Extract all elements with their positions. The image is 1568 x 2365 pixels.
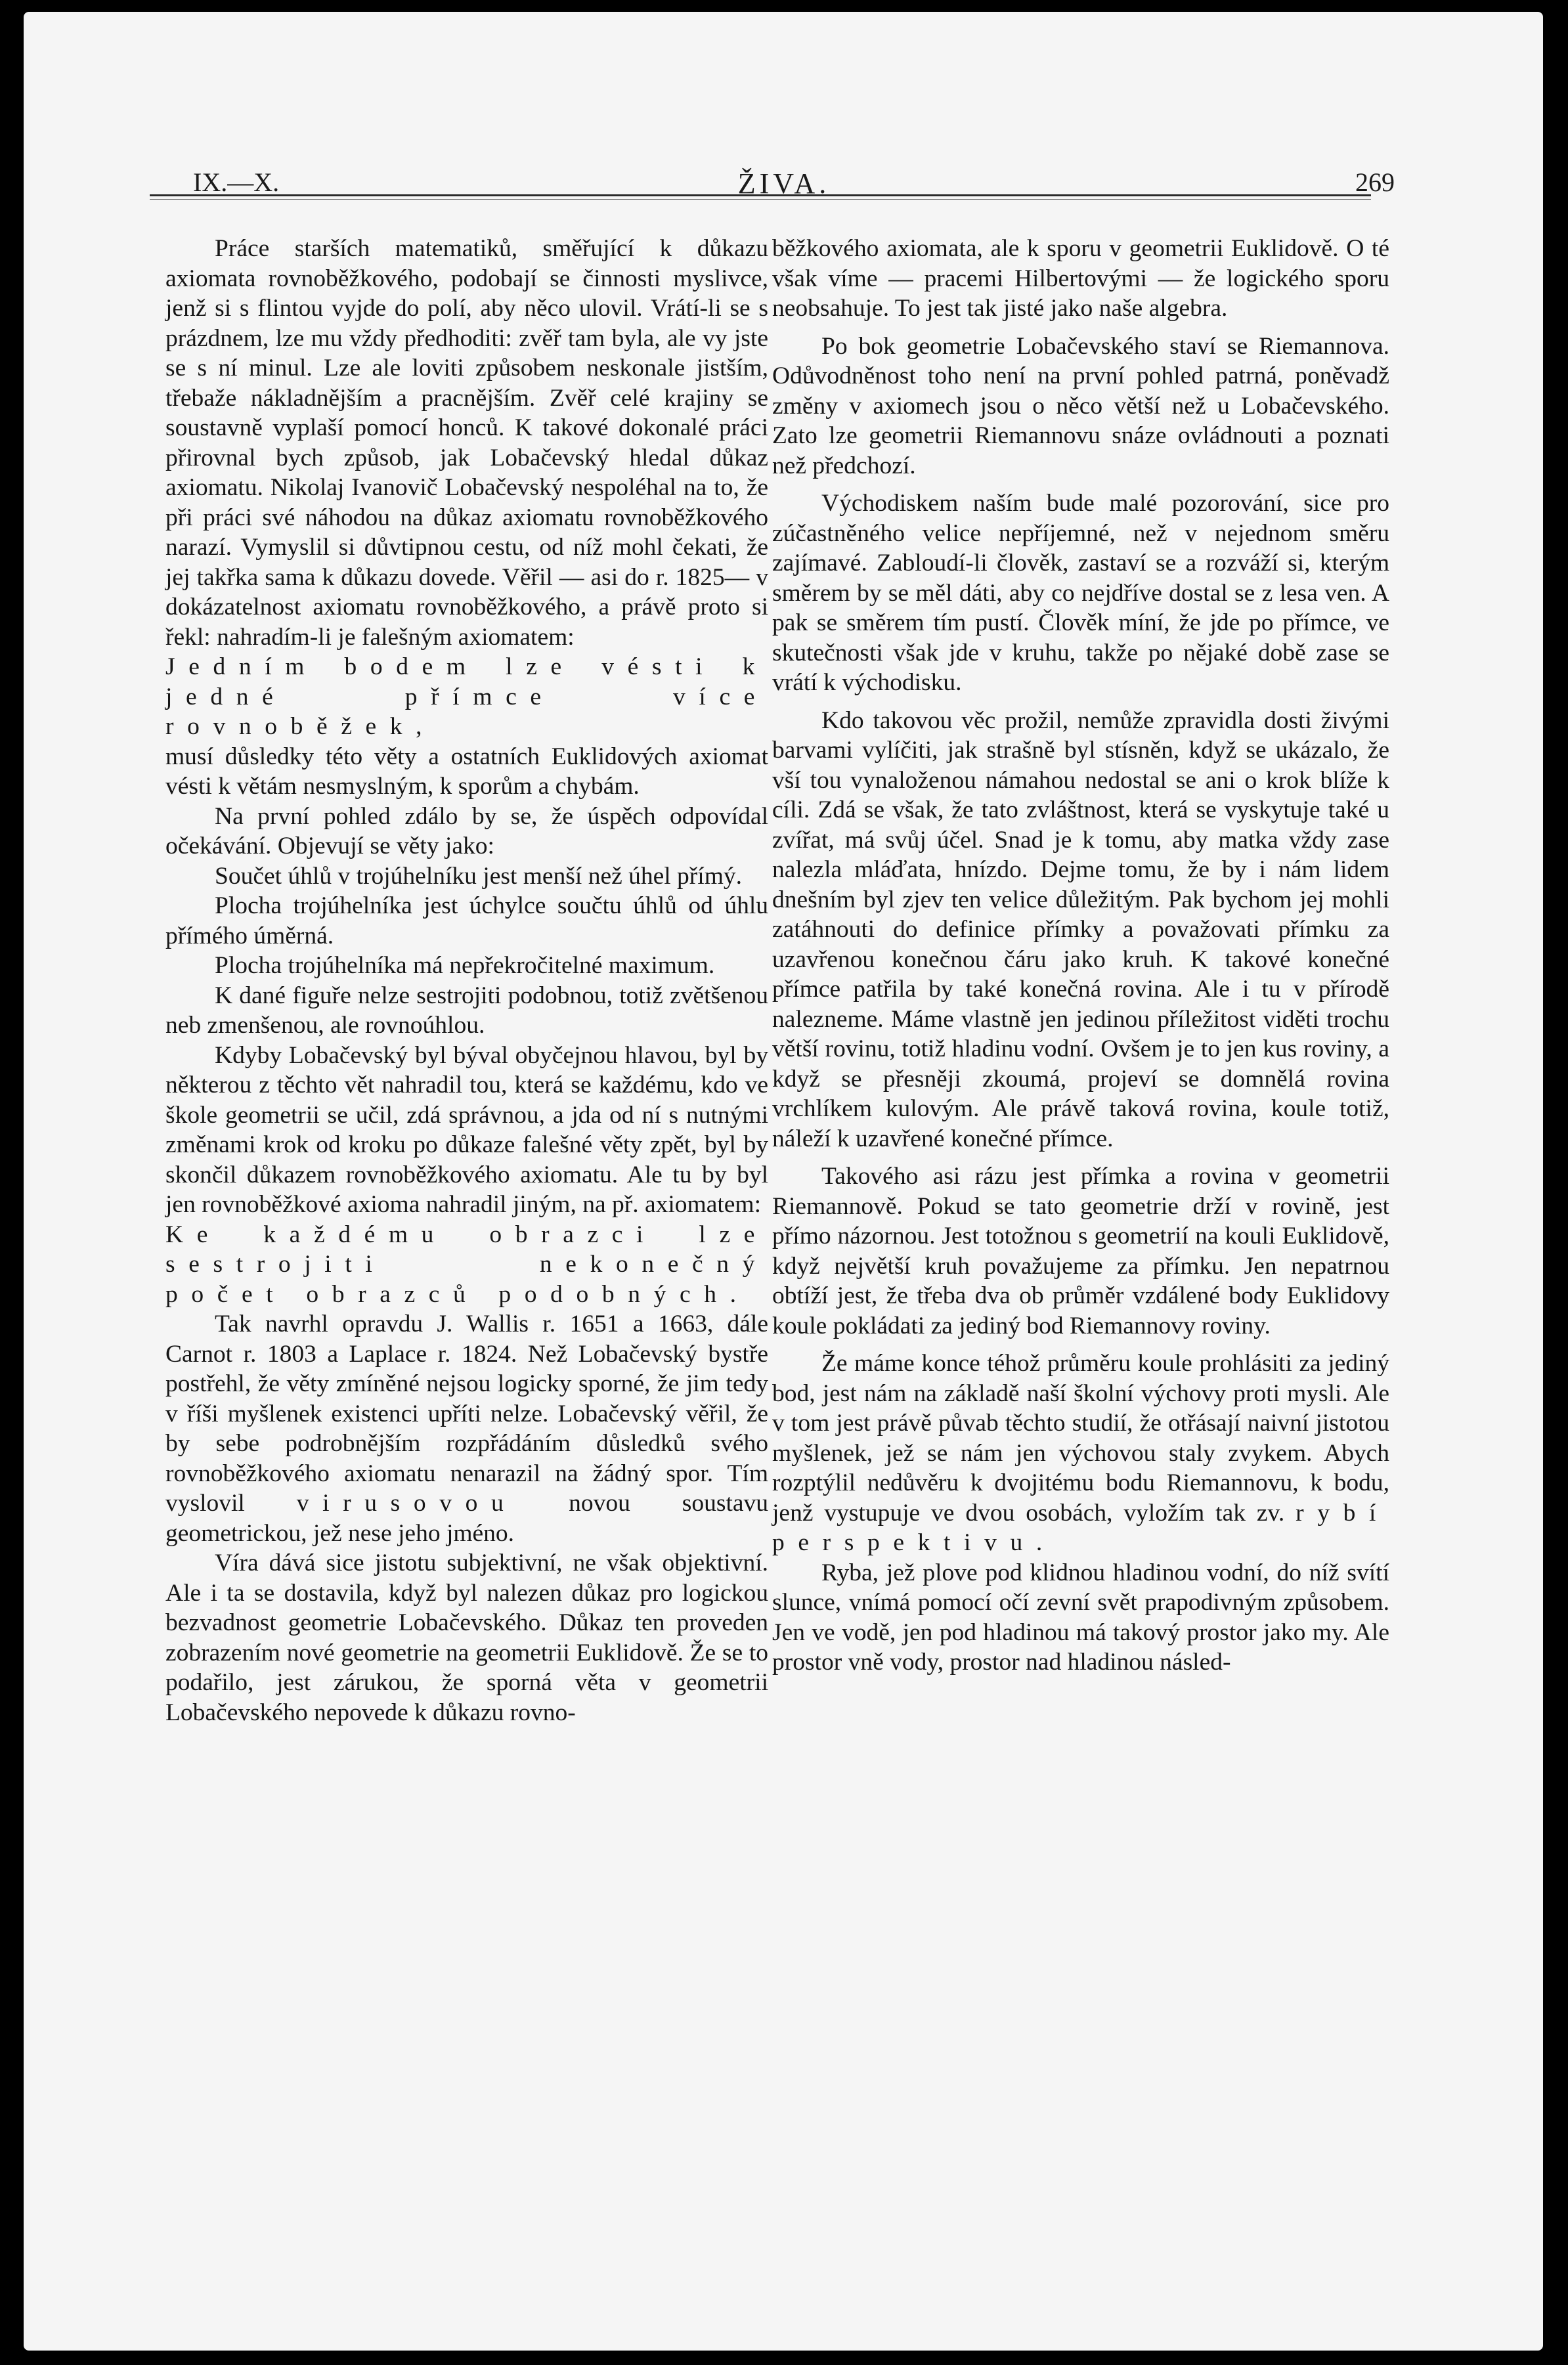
left-column: [165, 234, 768, 1727]
axiom-statement: Ke každému obrazci lze sestrojiti nekonečný počet obrazců podobných.: [165, 1221, 768, 1308]
paragraph: Kdo takovou věc prožil, nemůže zpravidla dosti živými barvami vylíčiti, jak strašně byl stísněn, když se ukázalo, že vší tou vynaloženou námahou nedostal se ani o krok blíže k cíli. Zdá se však, že tato zvláštnost, která se vyskytuje také u zvířat, má svůj účel. Snad je k tomu, aby matka vždy zase nalezla mláďata, hnízdo. Dejme tomu, že by i nám lidem dnešním byl zjev ten velice důležitým. Pak bychom jej mohli zatáhnouti do definice přímky a považovati přímku za uzavřenou konečnou čáru jako kruh. K takové konečné přímce patřila by také konečná rovina. Ale i tu v přírodě nalezneme. Máme vlastně jen jedinou příležitost viděti trochu větší rovinu, totiž hladinu vodní. Ovšem je to jen kus roviny, a když se přesněji zkoumá, projeví se domnělá rovina vrchlíkem kulovým. Ale právě taková rovina, koule totiž, náleží k uzavřené konečné přímce.: [772, 706, 1389, 1152]
running-header: [173, 158, 1395, 198]
theorem-statement: K dané figuře nelze sestrojiti podobnou, totiž zvětšenou neb zmenšenou, ale rovnoúhlou.: [165, 982, 768, 1039]
emphasis-text: rybí perspektivu.: [772, 1499, 1390, 1556]
paragraph: [165, 1309, 768, 1548]
theorem-statement: Plocha trojúhelníka jest úchylce součtu úhlů od úhlu přímého úměrná.: [165, 892, 768, 949]
paragraph: Víra dává sice jistotu subjektivní, ne však objektivní. Ale i ta se dostavila, když byl nalezen důkaz pro logickou bezvadnost geometrie Lobačevského. Důkaz ten proveden zobrazením nové geometrie na geometrii Euklidově. Že se to podařilo, jest zárukou, že sporná věta v geometrii Lobačevského nepovede k důkazu rovno-: [165, 1550, 768, 1726]
paragraph: Na první pohled zdálo by se, že úspěch odpovídal očekávání. Objevují se věty jako:: [165, 802, 768, 859]
theorem-statement: Součet úhlů v trojúhelníku jest menší než úhel přímý.: [215, 862, 742, 890]
paragraph: Takového asi rázu jest přímka a rovina v geometrii Riemannově. Pokud se tato geometrie drží v rovině, jest přímo názornou. Jest totožnou s geometrií na kouli Euklidově, když největší kruh považujeme za přímku. Jen nepatrnou obtíží jest, že třeba dva ob průměr vzdálené body Euklidovy koule pokládati za jediný bod Riemannovy roviny.: [772, 1163, 1389, 1339]
paragraph: Ryba, jež plove pod klidnou hladinou vodní, do níž svítí slunce, vnímá pomocí očí zevní svět prapodivným způsobem. Jen ve vodě, jen pod hladinou má takový prostor jako my. Ale prostor vně vody, prostor nad hladinou násled-: [772, 1559, 1389, 1676]
paragraph: Po bok geometrie Lobačevského staví se Riemannova. Odůvodněnost toho není na první pohled patrná, poněvadž změny v axiomech jsou o něco větší než u Lobačevského. Zato lze geometrii Riemannovu snáze ovládnouti a poznati než předchozí.: [772, 332, 1389, 479]
text-run: Tak navrhl opravdu J. Wallis r. 1651 a 1663, dále Carnot r. 1803 a Laplace r. 1824. Než Lobačevský bystře postřehl, že věty zmíněné nejsou logicky sporné, že jim tedy v říši myšlenek existenci upříti nelze. Lobačevský věřil, že by sebe podrobnějším rozpřádáním důsledků svého rovnoběžkového axiomatu nenarazil na žádný spor. Tím vyslovil: [165, 1311, 768, 1517]
emphasis-text: virusovou: [296, 1490, 517, 1517]
paragraph: Kdyby Lobačevský byl býval obyčejnou hlavou, byl by některou z těchto vět nahradil tou, která se každému, kdo ve škole geometrii se učil, zdá správnou, a jda od ní s nutnými změnami krok od kroku po důkaze falešné věty zpět, byl by skončil důkazem rovnoběžkového axiomatu. Ale tu by byl jen rovnoběžkové axioma nahradil jiným, na př. axiomatem:: [165, 1041, 768, 1218]
paragraph: Práce starších matematiků, směřující k důkazu axiomata rovnoběžkového, podobají se činnosti myslivce, jenž si s flintou vyjde do polí, aby něco ulovil. Vrátí-li se s prázdnem, lze mu vždy předhoditi: zvěř tam byla, ale vy jste se s ní minul. Lze ale loviti způsobem neskonale jistším, třebaže nákladnějším a pracnějším. Zvěř celé krajiny se soustavně vyplaší pomocí honců. K takové dokonalé práci přirovnal bych způsob, jak Lobačevský hledal důkaz axiomatu. Nikolaj Ivanovič Lobačevský nespoléhal na to, že při práci své náhodou na důkaz axiomatu rovnoběžkového narazí. Vymyslil si důvtipnou cestu, od níž mohl čekati, že jej takřka sama k důkazu dovede. Věřil — asi do r. 1825— v dokázatelnost axiomatu rovnoběžkového, a právě proto si řekl: nahradím-li je falešným axiomatem:: [165, 235, 768, 651]
paragraph: [772, 1349, 1389, 1558]
paragraph: Východiskem naším bude malé pozorování, sice pro zúčastněného velice nepříjemné, než v nejednom směru zajímavé. Zabloudí-li člověk, zastaví se a rozváží si, kterým směrem by se měl dáti, aby co nejdříve dostal se z lesa ven. A pak se směrem tím pustí. Člověk míní, že jde po přímce, ve skutečnosti však jde v kruhu, takže po nějaké době zase se vrátí k východisku.: [772, 490, 1389, 696]
journal-title: ŽIVA.: [737, 167, 831, 200]
page-number: 269: [1355, 167, 1395, 197]
paragraph: běžkového axiomata, ale k sporu v geometrii Euklidově. O té však víme — pracemi Hilbertovými — že logického sporu neobsahuje. To jest tak jisté jako naše algebra.: [772, 235, 1389, 322]
theorem-statement: Plocha trojúhelníka má nepřekročitelné maximum.: [215, 952, 715, 979]
axiom-statement: Jedním bodem lze vésti k jedné přímce více rovnoběžek,: [165, 653, 768, 740]
paragraph: musí důsledky této věty a ostatních Euklidových axiomat vésti k větám nesmyslným, k sporům a chybám.: [165, 743, 768, 800]
issue-number: IX.—X.: [193, 167, 280, 197]
header-rule: [150, 194, 1371, 196]
right-column: [772, 234, 1389, 1678]
text-run: novou soustavu geometrickou, jež nese jeho jméno.: [165, 1490, 769, 1547]
text-run: Že máme konce téhož průměru koule prohlásiti za jediný bod, jest nám na základě naší školní výchovy proti mysli. Ale v tom jest právě půvab těchto studií, že otřásají naivní jistotou myšlenek, jež se nám jen výchovou staly zvykem. Abych rozptýlil nedůvěru k dvojitému bodu Riemannovu, k bodu, jenž vystupuje ve dvou osobách, vyložím tak zv.: [772, 1350, 1389, 1527]
header-rule-thin: [150, 199, 1371, 200]
